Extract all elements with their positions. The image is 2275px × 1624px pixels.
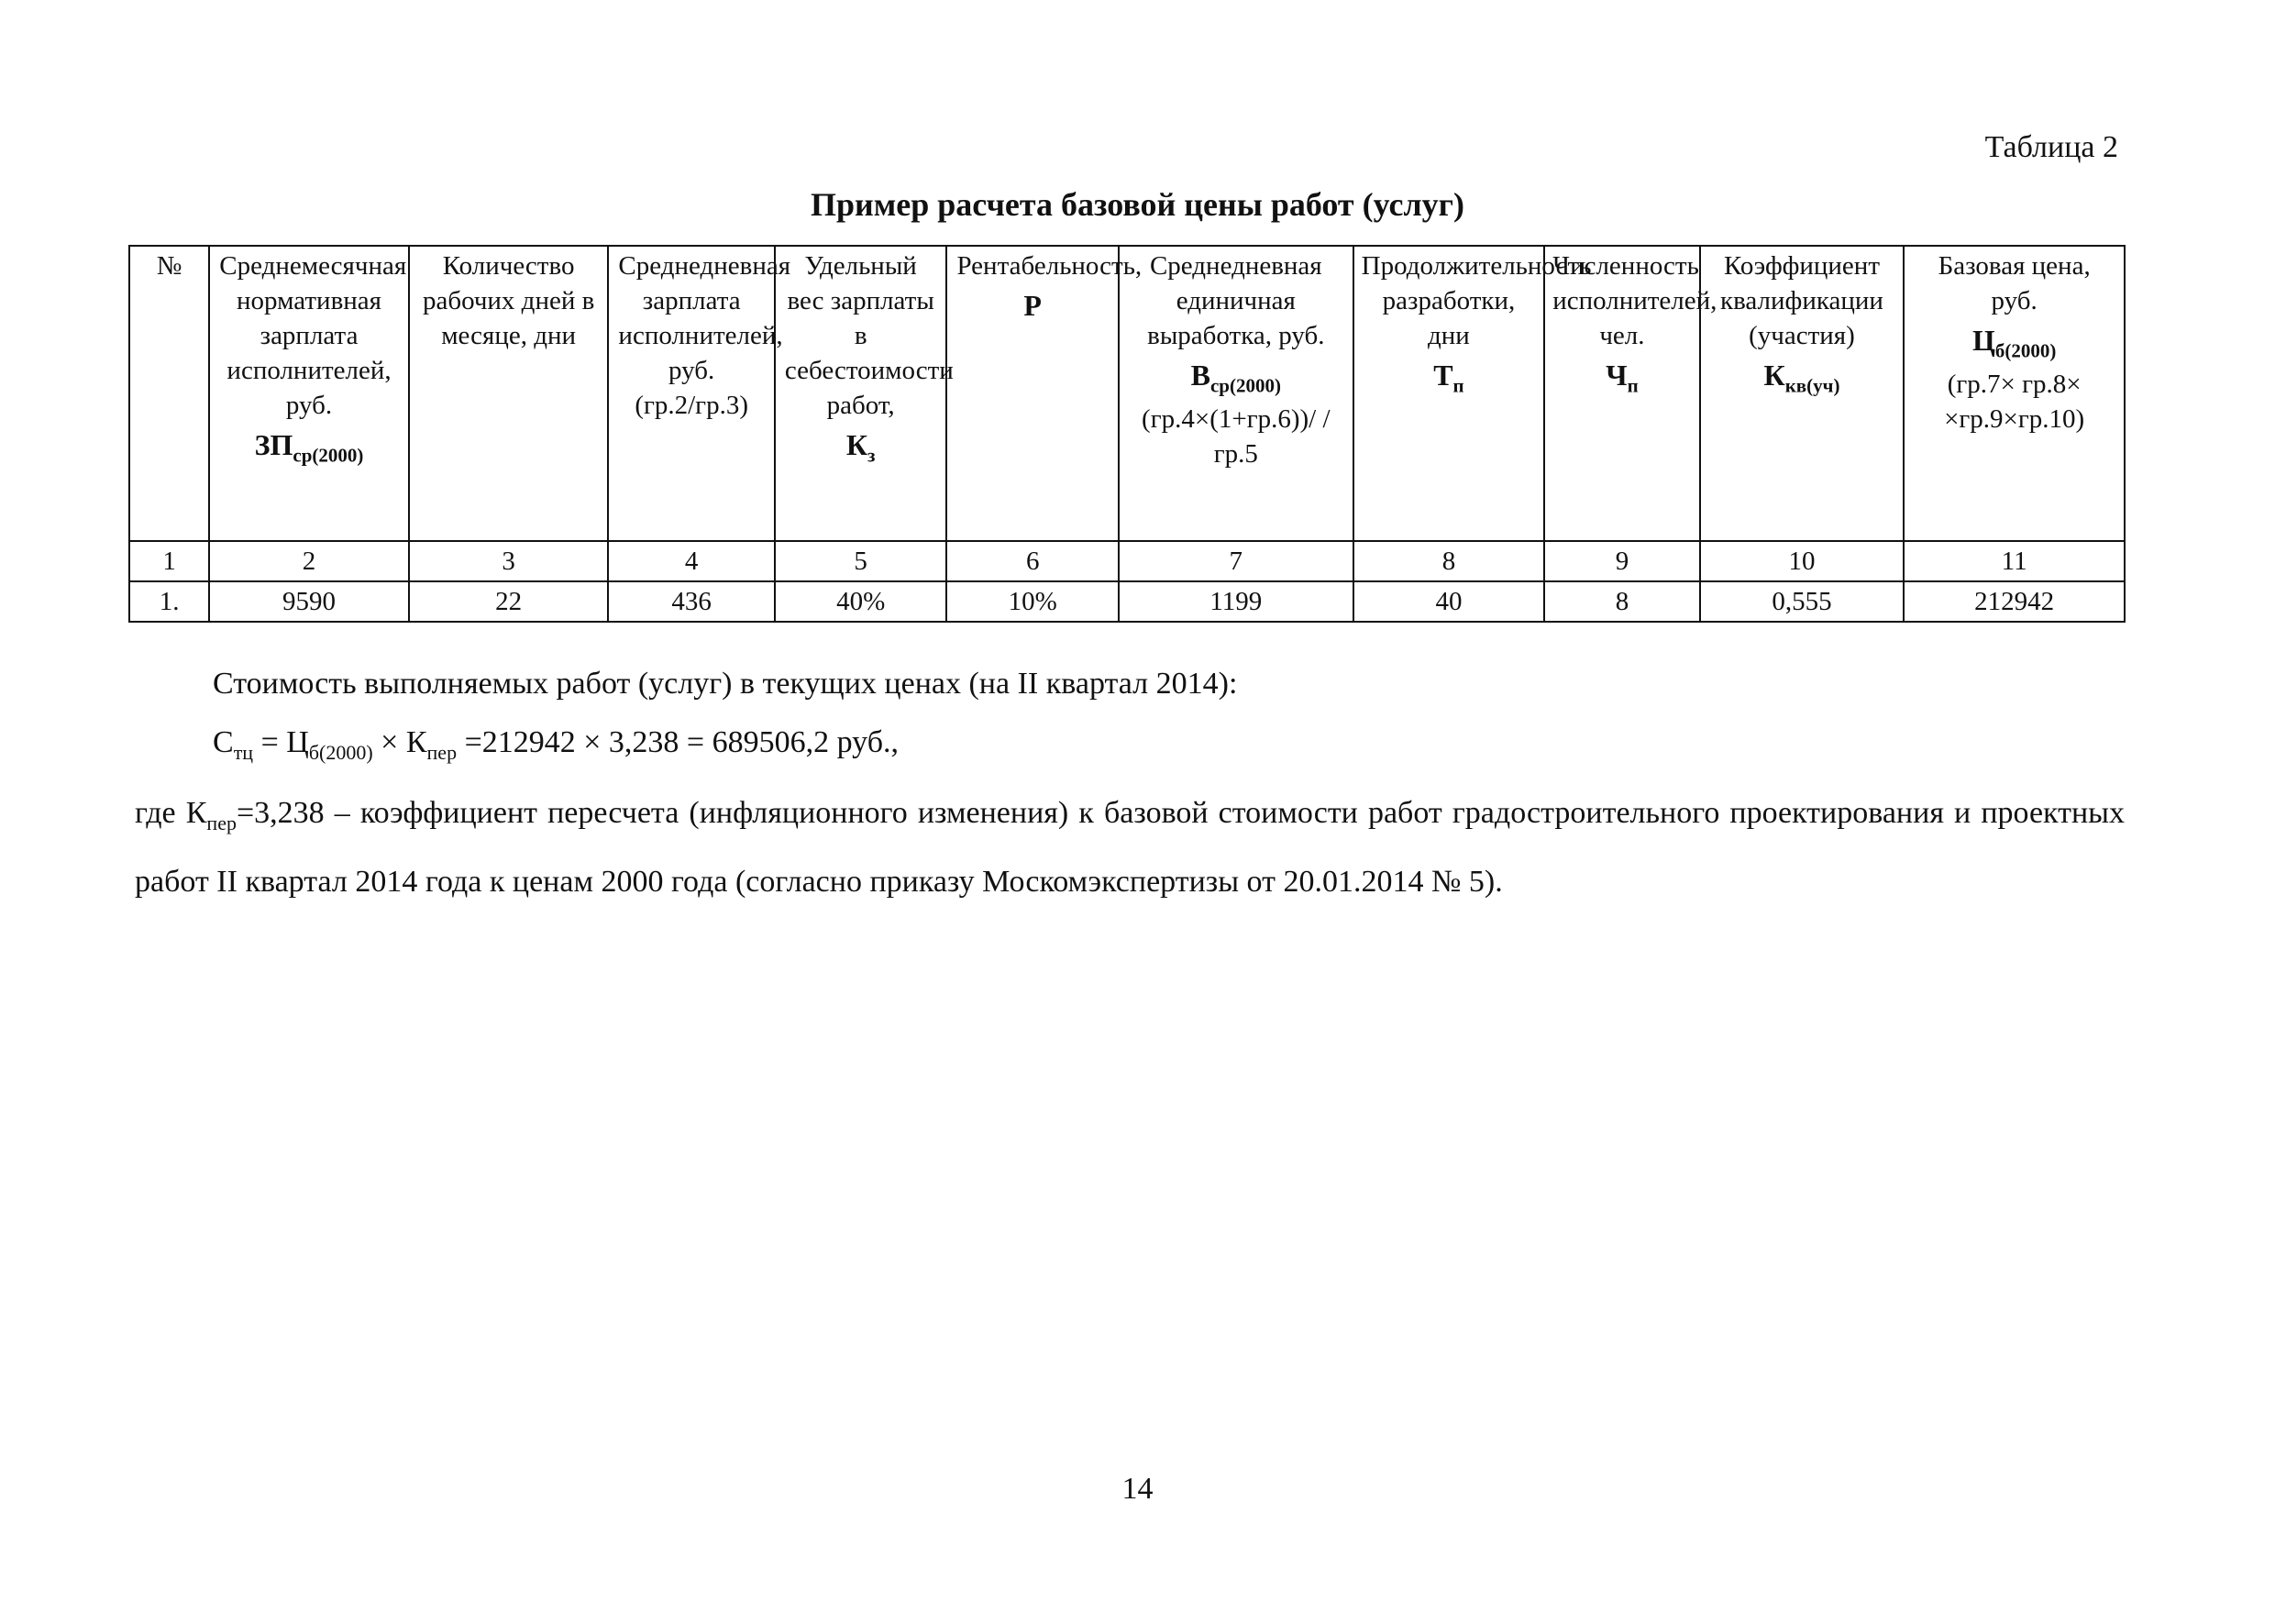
- header-cell: [1353, 246, 1592, 541]
- column-number-cell: 11: [1904, 541, 2125, 581]
- table-cell: 0,555: [1700, 581, 1905, 622]
- table-title: Пример расчета базовой цены работ (услуг): [811, 186, 1464, 223]
- header-cell: [129, 246, 209, 541]
- coefficient-explanation: где $К_{пер}=3,238$ – коэффициент пересчета (инфляционного изменения) к базовой стоимости работ градостроительного проектирования и проектных работ II квартал 2014 года к ценам 2000 года (согласно приказу Москомэкспертизы от 20.01.2014 № 5).: [135, 796, 2126, 899]
- header-text: Среднедневная зарплата исполнителей, руб.: [618, 251, 791, 385]
- header-text: Продолжительность разработки, дни: [1361, 251, 1592, 350]
- header-symbol: $Ц_{б(2000)}$: [1971, 324, 2057, 362]
- header-text: №: [156, 251, 182, 281]
- header-symbol: $ЗП_{ср(2000)}$: [254, 428, 364, 467]
- table-cell: 9590: [209, 581, 409, 622]
- cost-formula: $С_{тц} = Ц_{б(2000)} \times К_{пер} =212942 \times 3,238 = 689506,2$ руб.,: [213, 725, 900, 764]
- table-cell: 10%: [946, 581, 1119, 622]
- header-text: Количество рабочих дней в месяце, дни: [422, 251, 595, 350]
- table-cell: 8: [1544, 581, 1699, 622]
- header-formula: (гр.4×(1+гр.6))/ /гр.5: [1142, 404, 1331, 470]
- header-text: Среднедневная единичная выработка, руб.: [1147, 251, 1325, 350]
- header-symbol: $К_з$: [845, 428, 876, 467]
- header-cell: [775, 246, 954, 541]
- table-cell: 40: [1353, 581, 1545, 622]
- header-text: Коэффициент квалификации (участия): [1720, 251, 1883, 350]
- header-formula: (гр.7× гр.8× ×гр.9×гр.10): [1944, 370, 2085, 435]
- header-cell: [1544, 246, 1717, 541]
- header-cell: [1904, 246, 2125, 541]
- header-text: Удельный вес зарплаты в себестоимости работ,: [784, 251, 954, 420]
- header-text: Численность исполнителей, чел.: [1552, 251, 1717, 350]
- column-number-cell: 9: [1544, 541, 1699, 581]
- header-symbol: $Т_п$: [1433, 359, 1464, 397]
- header-cell: [946, 246, 1143, 541]
- header-symbol: Р: [1023, 289, 1042, 322]
- base-price-table: [128, 245, 2126, 623]
- table-number-label: Таблица 2: [1984, 130, 2118, 164]
- table-cell: 22: [409, 581, 609, 622]
- header-symbol: $Ч_п$: [1606, 359, 1639, 397]
- column-number-cell: 4: [608, 541, 775, 581]
- column-number-cell: 2: [209, 541, 409, 581]
- header-cell: [209, 246, 409, 541]
- table-cell: 436: [608, 581, 775, 622]
- cost-paragraph: Стоимость выполняемых работ (услуг) в текущих ценах (на II квартал 2014):: [213, 667, 1238, 701]
- header-cell: [409, 246, 609, 541]
- column-number-cell: 5: [775, 541, 947, 581]
- column-number-cell: 6: [946, 541, 1119, 581]
- column-number-cell: 8: [1353, 541, 1545, 581]
- column-number-cell: 7: [1119, 541, 1353, 581]
- table-cell: 1199: [1119, 581, 1353, 622]
- header-symbol: $К_{кв(уч)}$: [1763, 359, 1840, 397]
- table-row: [129, 581, 2125, 622]
- header-text: Базовая цена, руб.: [1938, 251, 2091, 315]
- header-cell: [1700, 246, 1905, 541]
- header-cell: [1119, 246, 1353, 541]
- column-number-row: [129, 541, 2125, 581]
- table-cell: 40%: [775, 581, 947, 622]
- column-number-cell: 10: [1700, 541, 1905, 581]
- header-symbol: $В_{ср(2000)}$: [1190, 359, 1281, 397]
- column-number-cell: 1: [129, 541, 209, 581]
- header-text: Рентабельность,: [956, 251, 1143, 281]
- table-cell: 1.: [129, 581, 209, 622]
- header-formula: (гр.2/гр.3): [635, 391, 748, 420]
- header-row: [129, 246, 2125, 541]
- column-number-cell: 3: [409, 541, 609, 581]
- header-cell: [608, 246, 791, 541]
- header-text: Среднемесячная нормативная зарплата исполнителей, руб.: [219, 251, 407, 420]
- page-number: 14: [1121, 1472, 1154, 1506]
- table-cell: 212942: [1904, 581, 2125, 622]
